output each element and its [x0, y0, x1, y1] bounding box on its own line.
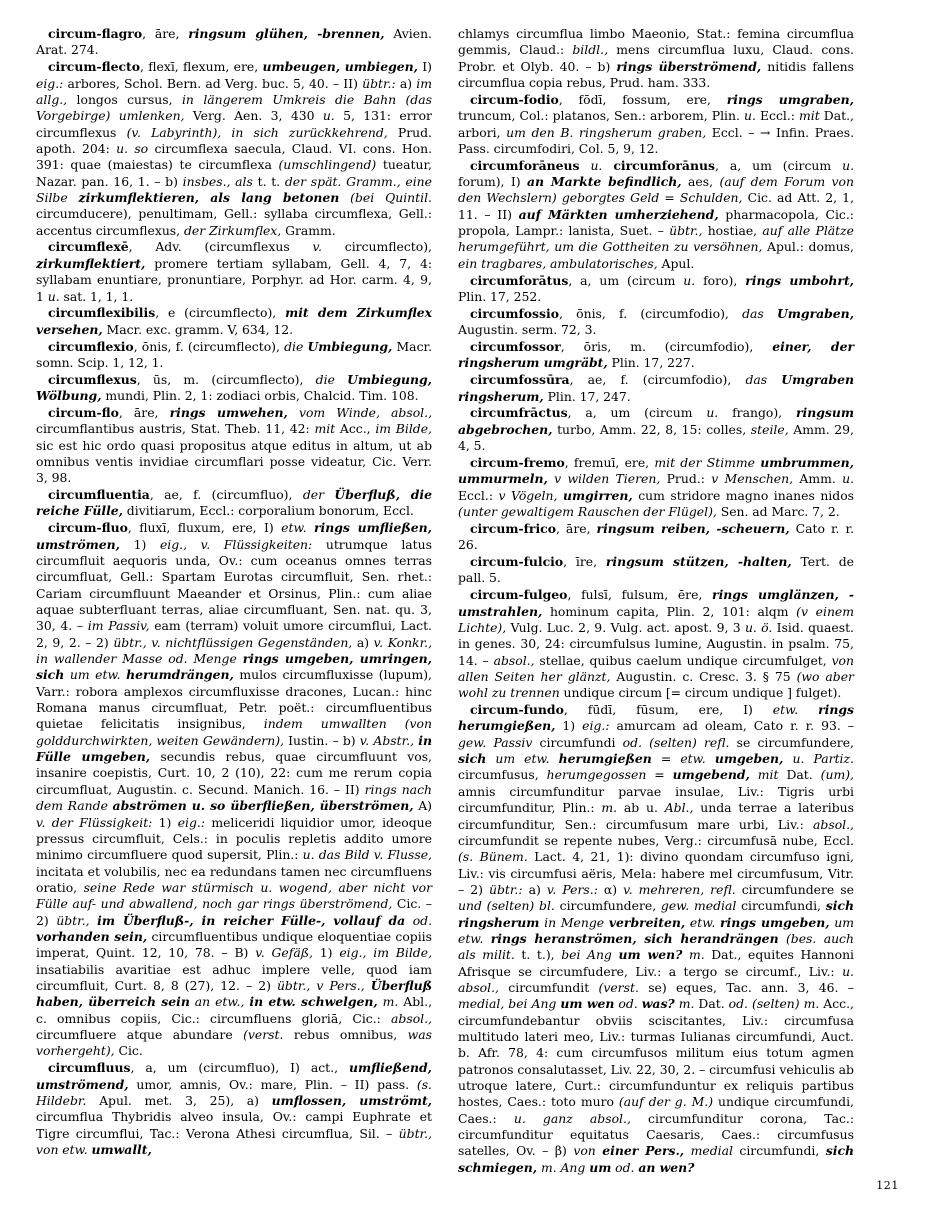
dictionary-entry: circum-frico, āre, ringsum reiben, -scheuern, Cato r. r. 26. — [458, 520, 855, 553]
dictionary-entry: circumflexē, Adv. (circumflexus v. circumflecto), zirkumflektiert, promere tertiam syllabam, Gell. 4, 7, 4: syllabam enuntiare, pronuntiare, Porphyr. ad Hor. carm. 4, 9, 1 u. sat. 1, 1, 1. — [36, 239, 432, 304]
dictionary-entry: circumforātus, a, um (circum u. foro), rings umbohrt, Plin. 17, 252. — [458, 272, 854, 304]
dictionary-entry: circumfluus, a, um (circumfluo), I) act., umfließend, umströmend, umor, amnis, Ov.: mare, Plin. – II) pass. (s. Hildebr. Apul. met. 3, 25), a) umflossen, umströmt, circumflua Thybridis alveo insula, Ov.: campi Euphrate et Tigre circumflui, Tac.: Verona Athesi circumflua, Sil. – übtr., von etw. umwallt, — [36, 1060, 432, 1157]
right-column — [458, 26, 854, 1177]
dictionary-entry: circum-flagro, āre, ringsum glühen, -brennen, Avien. Arat. 274. — [36, 26, 432, 58]
dictionary-entry: circumflexio, ōnis, f. (circumflecto), die Umbiegung, Macr. somn. Scip. 1, 12, 1. — [36, 338, 433, 370]
dictionary-entry: circum-flecto, flexī, flexum, ere, umbeugen, umbiegen, I) eig.: arbores, Schol. Bern. ad Verg. buc. 5, 40. – II) übtr.: a) im allg., longos cursus, in längerem Umkreis die Bahn (das Vorgebirge) umlenken, Verg. Aen. 3, 430 u. 5, 131: error circumflexus (v. Labyrinth), in sich zurückkehrend, Prud. apoth. 204: u. so circumflexa saecula, Claud. VI. cons. Hon. 391: quae (maiestas) te circumflexa (umschlingend) tueatur, Nazar. pan. 16, 1. – b) insbes., als t. t. der spät. Gramm., eine Silbe zirkumflektieren, als lang betonen (bei Quintil. circumducere), penultimam, Gell.: syllaba circumflexa, Gell.: accentus circumflexus, der Zirkumflex, Gramm. — [36, 59, 433, 238]
dictionary-entry: circum-fremo, fremuī, ere, mit der Stimme umbrummen, ummurmeln, v wilden Tieren, Prud.: v Menschen, Amm. u. Eccl.: v Vögeln, umgirren, cum stridore magno inanes nidos (unter gewaltigem Rauschen der Flügel), Sen. ad Marc. 7, 2. — [458, 454, 855, 519]
dictionary-entry: circum-flo, āre, rings umwehen, vom Winde, absol., circumflantibus austris, Stat. Theb. 11, 42: mit Acc., im Bilde, sic est hic ordo quasi propositus atque editus in altum, ut ab omnibus ventis invidiae circumflari posse videatur, Cic. Verr. 3, 98. — [36, 404, 433, 486]
dictionary-entry: circum-fundo, fūdī, fūsum, ere, I) etw. rings herumgießen, 1) eig.: amurcam ad oleam, Cato r. r. 93. – gew. Passiv circumfundi od. (selten) refl. se circumfundere, sich um etw. herumgießen = etw. umgeben, u. Partiz. circumfusus, herumgegossen = umgebend, mit Dat. (um), amnis circumfunditur parvae insulae, Liv.: Tigris urbi circumfunditur, Plin.: m. ab u. Abl., unda terrae a lateribus circumfunditur, Sen.: circumfusum mare urbi, Liv.: absol., circumfundit se repente nubes, Verg.: circumfusā nube, Eccl. (s. Bünem. Lact. 4, 21, 1): divino quondam circumfuso igni, Liv.: vis circumfusi aëris, Mela: habere mel circumfusum, Vitr. – 2) übtr.: a) v. Pers.: α) v. mehreren, refl. circumfundere se und (selten) bl. circumfundere, gew. medial circumfundi, sich ringsherum in Menge verbreiten, etw. rings umgeben, um etw. rings heranströmen, sich herandrängen (bes. auch als milit. t. t.), bei Ang um wen? m. Dat., equites Hannoni Afrisque se circumfudere, Liv.: a tergo se circumf., Liv.: u. absol., circumfundit (verst. se) eques, Tac. ann. 3, 46. – medial, bei Ang um wen od. was? m. Dat. od. (selten) m. Acc., circumfundebantur obviis sciscitantes, Liv.: circumfusa multitudo lateri meo, Liv.: turmas Iulianas circumfundi, Auct. b. Afr. 78, 4: cum circumfusos militum eius totum agmen patronos consalutasset, Liv. 22, 30, 2. – circumfusi vehiculis ab utroque latere, Curt.: circumfunduntur ex reliquis partibus hostes, Caes.: toto muro (auf der g. M.) undique circumfundi, Caes.: u. ganz absol., circumfunditur corona, Tac.: circumfunditur equitatus Caesaris, Caes.: circumfusus satelles, Ov. – β) von einer Pers., medial circumfundi, sich schmiegen, m. Ang um od. an wen? — [458, 702, 855, 1175]
dictionary-entry: circumforāneus u. circumforānus, a, um (circum u. forum), I) an Markte befindlich, aes, (auf dem Forum von den Wechslern) geborgtes Geld = Schulden, Cic. ad Att. 2, 1, 11. – II) auf Märkten umherziehend, pharmacopola, Cic.: propola, Lampr.: lanista, Suet. – übtr., hostiae, auf alle Plätze herumgeführt, um die Gottheiten zu versöhnen, Apul.: domus, ein tragbares, ambulatorisches, Apul. — [458, 157, 855, 271]
dictionary-entry: circumfossūra, ae, f. (circumfodio), das Umgraben ringsherum, Plin. 17, 247. — [458, 372, 854, 404]
dictionary-entry: circum-fulgeo, fulsī, fulsum, ēre, rings umglänzen, -umstrahlen, hominum capita, Plin. 2, 101: alqm (v einem Lichte), Vulg. Luc. 2, 9. Vulg. act. apost. 9, 3 u. ö. Isid. quaest. in genes. 30, 24: circumfulsus lumine, Augustin. in psalm. 75, 14. – absol., stellae, quibus caelum undique circumfulget, von allen Seiten her glänzt, Augustin. c. Cresc. 3. § 75 (wo aber wohl zu trennen undique circum [= circum undique ] fulget). — [458, 587, 855, 701]
dictionary-entry: chlamys circumflua limbo Maeonio, Stat.: femina circumflua gemmis, Claud.: bildl., mens circumflua luxu, Claud. cons. Probr. et Olyb. 40. – b) rings überströmend, nitidis fallens circumflua copia rebus, Prud. ham. 333. — [458, 26, 855, 91]
dictionary-entry: circumflexibilis, e (circumflecto), mit dem Zirkumflex versehen, Macr. exc. gramm. V, 634, 12. — [36, 305, 432, 337]
dictionary-entry: circum-fodio, fōdī, fossum, ere, rings umgraben, truncum, Col.: platanos, Sen.: arborem, Plin. u. Eccl.: mit Dat., arbori, um den B. ringsherum graben, Eccl. – → Infin. Praes. Pass. circumfodiri, Col. 5, 9, 12. — [458, 91, 855, 156]
dictionary-entry: circumfrāctus, a, um (circum u. frango), ringsum abgebrochen, turbo, Amm. 22, 8, 15: colles, steile, Amm. 29, 4, 5. — [458, 405, 854, 454]
left-column — [36, 26, 432, 1159]
dictionary-entry: circumfossor, ōris, m. (circumfodio), einer, der ringsherum umgräbt, Plin. 17, 227. — [458, 339, 854, 371]
page-number: 121 — [876, 1179, 899, 1192]
two-column-layout — [36, 26, 899, 1177]
dictionary-entry: circum-fluo, fluxī, fluxum, ere, I) etw. rings umfließen, umströmen, 1) eig., v. Flüssigkeiten: utrumque latus circumfluit aequoris unda, Ov.: cum oceanus omnes terras circumfluat, Gell.: Spartam Eurotas circumfluit, Sen. rhet.: Cariam circumfluunt Maeander et Orsinus, Plin.: cum aliae aquae subterfluant terras, aliae circumfluant, Sen. nat. qu. 3, 30, 4. – im Passiv, eam (terram) voluit umore circumflui, Lact. 2, 9, 2. – 2) übtr., v. nichtflüssigen Gegenständen, a) v. Konkr., in wallender Masse od. Menge rings umgeben, umringen, sich um etw. herumdrängen, mulos circumfluxisse (lupum), Varr.: robora amplexos circumfluxisse dracones, Lucan.: hinc Romana manus circumfluat, Petr. poët.: circumfluentibus quietae felicitatis insignibus, indem umwallten (von golddurchwirkten, weiten Gewändern), Iustin. – b) v. Abstr., in Fülle umgeben, secundis rebus, quae circumfluunt vos, insanire coepistis, Curt. 10, 2 (10), 22: cum me rerum copia circumfluat, Augustin. c. Secund. Manich. 16. – II) rings nach dem Rande abströmen u. so überfließen, überströmen, A) v. der Flüssigkeit: 1) eig.: meliceridi liquidior umor, ideoque pressus circumfluit, Cels.: in poculis repletis addito umore minimo circumfluere quod supersit, Plin.: u. das Bild v. Flusse, incitata et volubilis, nec ea redundans tamen nec circumfluens oratio, seine Rede war stürmisch u. wogend, aber nicht vor Fülle auf- und abwallend, noch gar rings überströmend, Cic. – 2) übtr., im Überfluß-, in reicher Fülle-, vollauf da od. vorhanden sein, circumfluentibus undique eloquentiae copiis imperat, Quint. 12, 10, 78. – B) v. Gefäß, 1) eig., im Bilde, insatiabilis avaritiae est adhuc implere velle, quod iam circumfluit, Curt. 8, 8 (27), 12. – 2) übtr., v Pers., Überfluß haben, überreich sein an etw., in etw. schwelgen, m. Abl., c. omnibus copiis, Cic.: circumfluens gloriā, Cic.: absol., circumfluere atque abundare (verst. rebus omnibus, was vorhergeht), Cic. — [36, 520, 433, 1059]
dictionary-entry: circum-fulcio, īre, ringsum stützen, -halten, Tert. de pall. 5. — [458, 554, 854, 586]
dictionary-entry: circumflexus, ūs, m. (circumflecto), die Umbiegung, Wölbung, mundi, Plin. 2, 1: zodiaci orbis, Chalcid. Tim. 108. — [36, 371, 432, 404]
dictionary-entry: circumfossio, ōnis, f. (circumfodio), das Umgraben, Augustin. serm. 72, 3. — [458, 305, 855, 338]
dictionary-entry: circumfluentia, ae, f. (circumfluo), der Überfluß, die reiche Fülle, divitiarum, Eccl.: corporalium bonorum, Eccl. — [36, 487, 433, 519]
